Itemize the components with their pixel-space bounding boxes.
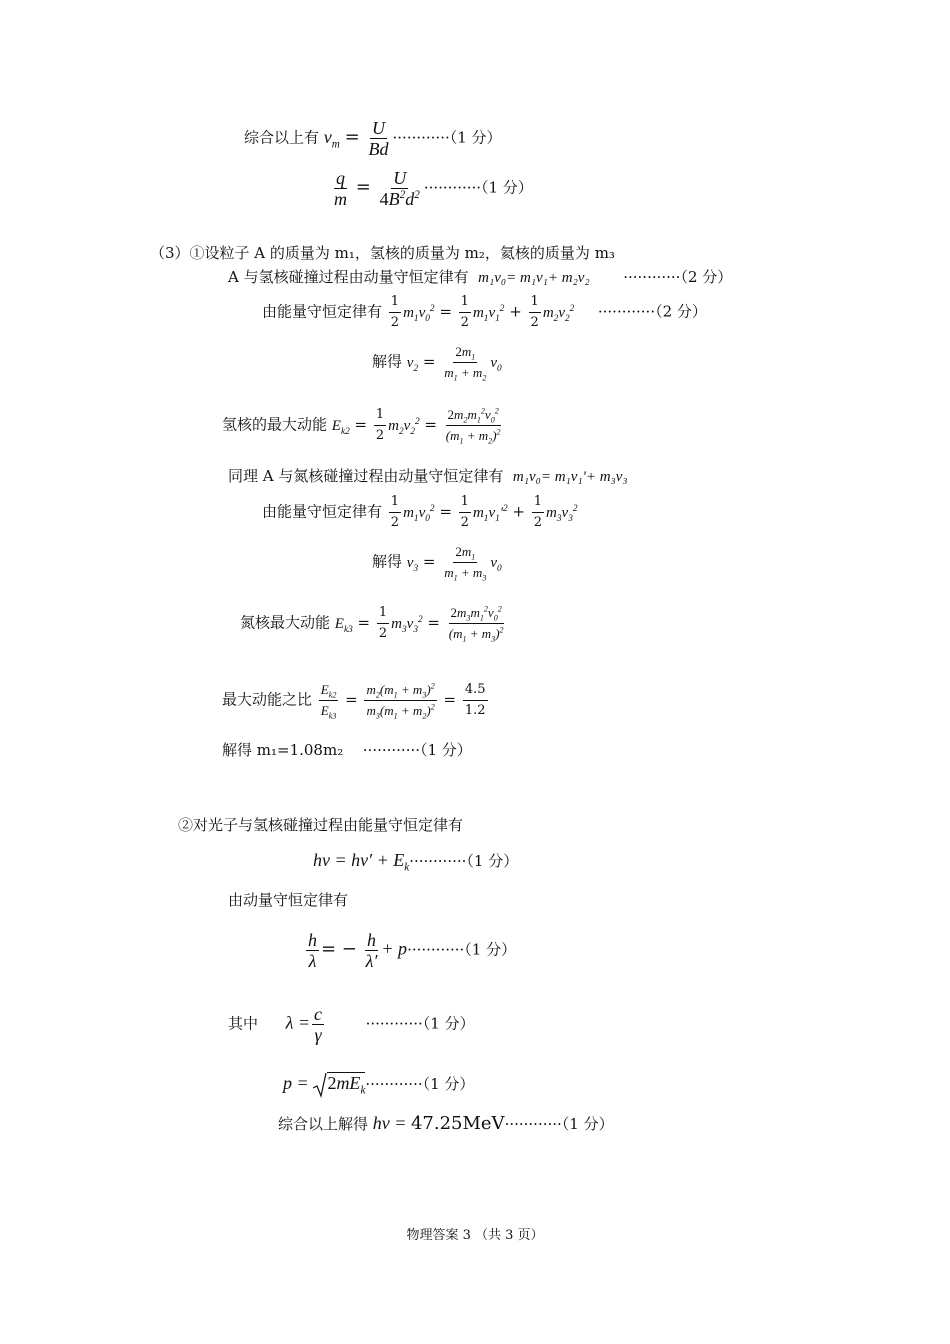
ek3-line: 氮核最大动能 $E_{k3}$ = $\frac{1}{2}$ $m_3v_3^2$ = $\frac{2m_3m_1^2v_0^2}{(m_1 + m_3)^2}$ — [240, 604, 504, 644]
result-m1-line — [222, 740, 472, 760]
sqrt-icon — [313, 1072, 327, 1098]
momentum-h-eq: m₁v₀= m₁v₁+ m₂v₂ — [478, 270, 590, 286]
momentum-he-eq: m₁v₀= m₁v₁'+ m₃v₃ — [512, 469, 628, 485]
ek3-prefix: 氮核最大动能 — [240, 613, 331, 632]
solve-v3-prefix: 解得 — [372, 552, 403, 571]
momentum-photon-score: ············（1 分） — [407, 940, 517, 959]
ratio-prefix: 最大动能之比 — [222, 690, 313, 709]
final-prefix: 综合以上解得 — [278, 1115, 369, 1133]
energy-h-prefix: 由能量守恒定律有 — [262, 302, 383, 321]
lambda-score: ············（1 分） — [365, 1014, 475, 1033]
collision-he-line — [228, 466, 628, 487]
collision-h-text: A 与氢核碰撞过程由动量守恒定律有 — [228, 268, 469, 286]
momentum-photon-eq: $\frac{h}{\lambda}$ = − $\frac{h}{\lambda'}$ + p············（1 分） — [308, 930, 517, 971]
hnu-eq: $h\nu = h\nu' + E_k\cdot\cdot\cdot\cdot\cdot\cdot\cdot\cdot\cdot\cdot\cdot\cdot(1$ 分） — [313, 850, 519, 874]
energy-h-line: 由能量守恒定律有 $\frac{1}{2}$ $m_1v_0^2$ = $\frac{1}{2}$ $m_1v_1^2$ + $\frac{1}{2}$ $m_2v_2^2 \cdot\cdot\cdot\cdot\cdot\cdot\cdot\cdot\cdot\cdot\cdot\cdot(2$ 分） — [262, 294, 707, 330]
hnu-score: ············（1 分） — [409, 852, 519, 870]
eq-vm-score: ············（1 分） — [392, 128, 502, 147]
p-score: ············（1 分） — [365, 1075, 475, 1093]
final-score: ············（1 分） — [504, 1115, 614, 1133]
part2-intro: ②对光子与氢核碰撞过程由能量守恒定律有 — [178, 816, 464, 834]
result-m1-score: ············（1 分） — [362, 741, 472, 759]
final-value: 47.25MeV — [410, 1113, 505, 1134]
solve-v2-prefix: 解得 — [372, 352, 403, 371]
solve-v3: 解得 $v_3$ = $\frac{2m_1}{m_1 + m_3}$ $v_0$ — [372, 544, 502, 583]
final-line: 综合以上解得 hν = 47.25MeV············（1 分） — [278, 1113, 614, 1134]
collision-he-text: 同理 A 与氮核碰撞过程由动量守恒定律有 — [228, 467, 504, 485]
momentum-photon-text: 由动量守恒定律有 — [228, 891, 349, 909]
ek2-line: 氢核的最大动能 $E_{k2}$ = $\frac{1}{2}$ $m_2v_2^2$ = $\frac{2m_2m_1^2v_0^2}{(m_1 + m_2)^2}$ — [222, 406, 501, 446]
where-text: 其中 — [228, 1014, 259, 1033]
result-m1: 解得 m₁=1.08m₂ — [222, 741, 344, 759]
ratio-den: 1.2 — [464, 703, 486, 718]
part3-intro: （3）①设粒子 A 的质量为 m₁，氢核的质量为 m₂，氦核的质量为 m₃ — [150, 244, 615, 262]
eq-qm: $\frac{q}{m}$ = $\frac{U}{4B^2d^2}$ ············（1 分） — [334, 168, 533, 209]
page-footer: 物理答案 3 （共 3 页） — [406, 1228, 544, 1243]
ek2-prefix: 氢核的最大动能 — [222, 415, 328, 434]
collision-h-line — [228, 267, 732, 288]
energy-he-line: 由能量守恒定律有 $\frac{1}{2}$ $m_1v_0^2$ = $\frac{1}{2}$ $m_1v_1'^2$ + $\frac{1}{2}$ $m_3v_3^2$ — [262, 494, 578, 530]
p-eq: $p = 2mE_k\cdot\cdot\cdot\cdot\cdot\cdot\cdot\cdot\cdot\cdot\cdot\cdot(1$ 分） — [283, 1073, 475, 1097]
ratio-line: 最大动能之比 $\frac{E_{k2}}{E_{k3}}$ = $\frac{m_2(m_1 + m_3)^2}{m_3(m_1 + m_2)^2}$ = $\frac{4.5}{1.2}$ — [222, 681, 486, 721]
energy-h-score: ············（2 分） — [597, 302, 707, 321]
ratio-num: 4.5 — [463, 680, 488, 701]
energy-he-prefix: 由能量守恒定律有 — [262, 502, 383, 521]
eq-qm-score: ············（1 分） — [423, 178, 533, 197]
solve-v2: 解得 $v_2$ = $\frac{2m_1}{m_1 + m_2}$ $v_0$ — [372, 344, 502, 383]
momentum-h-score: ············（2 分） — [623, 268, 733, 286]
eq-vm: 综合以上有 $v_m$ = $\frac{U}{Bd}$ ············（1 分） — [244, 118, 502, 159]
lambda-eq: 其中 λ = $\frac{c}{\gamma}$ ············（1 分） — [228, 1004, 475, 1045]
eq-vm-prefix: 综合以上有 — [244, 128, 320, 147]
